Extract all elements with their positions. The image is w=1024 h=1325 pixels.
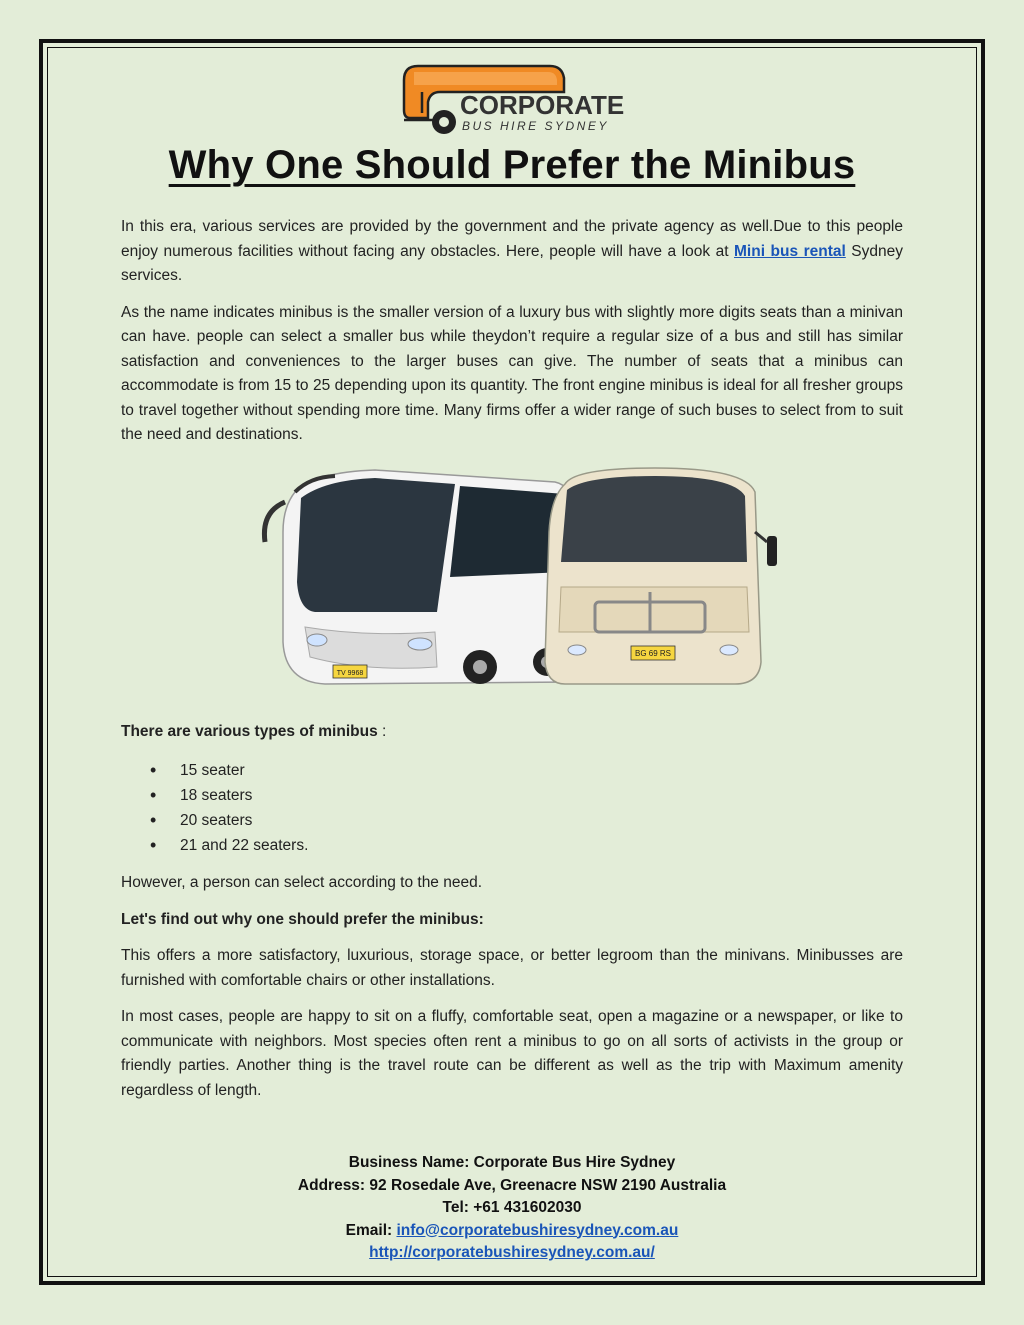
mini-bus-rental-link[interactable]: Mini bus rental xyxy=(734,242,846,260)
email-link[interactable]: info@corporatebushiresydney.com.au xyxy=(396,1221,679,1239)
address: Address: 92 Rosedale Ave, Greenacre NSW 2190 Australia xyxy=(297,1176,727,1194)
business-name: Business Name: Corporate Bus Hire Sydney xyxy=(348,1154,676,1171)
contact-footer xyxy=(0,1152,1024,1265)
minibus-image xyxy=(545,468,777,684)
types-heading-colon: : xyxy=(377,723,387,740)
right-plate: BG 69 RS xyxy=(634,649,672,658)
website-link[interactable]: http://corporatebushiresydney.com.au/ xyxy=(369,1244,655,1261)
email-label: Email: xyxy=(345,1221,397,1239)
types-heading-text: There are various types of minibus xyxy=(121,723,378,740)
usage-paragraph: In most cases, people are happy to sit on a fluffy, comfortable seat, open a magazine or a newspaper, or like to communicate with neighbors. Most species often rent a minibus to go on all sorts of activists in the group or friendly parties. Another thing is the travel route can be different as well as the trip with Maximum amenity regardless of length. xyxy=(121,1008,903,1099)
page-title: Why One Should Prefer the Minibus xyxy=(168,143,856,187)
lower-section xyxy=(121,871,903,1115)
types-heading xyxy=(121,720,386,745)
logo-line1: CORPORATE xyxy=(460,90,625,120)
website-line xyxy=(0,1242,1024,1265)
list-item: • 18 seaters xyxy=(150,783,308,808)
telephone: Tel: +61 431602030 xyxy=(442,1199,582,1216)
list-item: • 20 seaters xyxy=(150,808,308,833)
list-item: • 21 and 22 seaters. xyxy=(150,833,308,858)
logo-line2: BUS HIRE SYDNEY xyxy=(462,119,609,133)
minibus-photos xyxy=(255,462,780,697)
left-plate: TV 9968 xyxy=(336,670,364,677)
why-heading: Let's find out why one should prefer the minibus: xyxy=(121,910,484,928)
intro-paragraph xyxy=(121,215,903,289)
intro-text: In this era, various services are provided by the government and the private agency as well.Due to this people enjoy numerous facilities without facing any obstacles. Here, people will have a look at xyxy=(121,218,903,260)
intro-section xyxy=(121,215,903,460)
minibus-types-list xyxy=(150,758,308,858)
description-paragraph: As the name indicates minibus is the smaller version of a luxury bus with slightly more digits seats than a minivan can have. people can select a smaller bus while theydon’t require a regular size of a bus and still has similar satisfaction and conveniences to the larger buses can give. The number of seats that a minibus can accommodate is from 15 to 25 depending upon its quantity. The front engine minibus is ideal for all fresher groups to travel together without spending more time. Many firms offer a wider range of such buses to select from to suit the need and destinations. xyxy=(121,303,903,443)
intro-after: Sydney services. xyxy=(121,242,904,284)
however-paragraph: However, a person can select according to the need. xyxy=(121,874,483,891)
coach-bus-image xyxy=(264,470,573,684)
email-line xyxy=(0,1220,1024,1243)
list-item: • 15 seater xyxy=(150,758,308,783)
corporate-bus-logo xyxy=(400,58,630,138)
benefits-paragraph: This offers a more satisfactory, luxurious, storage space, or better legroom than the minivans. Minibusses are furnished with comfortable chairs or other installations. xyxy=(121,947,903,989)
